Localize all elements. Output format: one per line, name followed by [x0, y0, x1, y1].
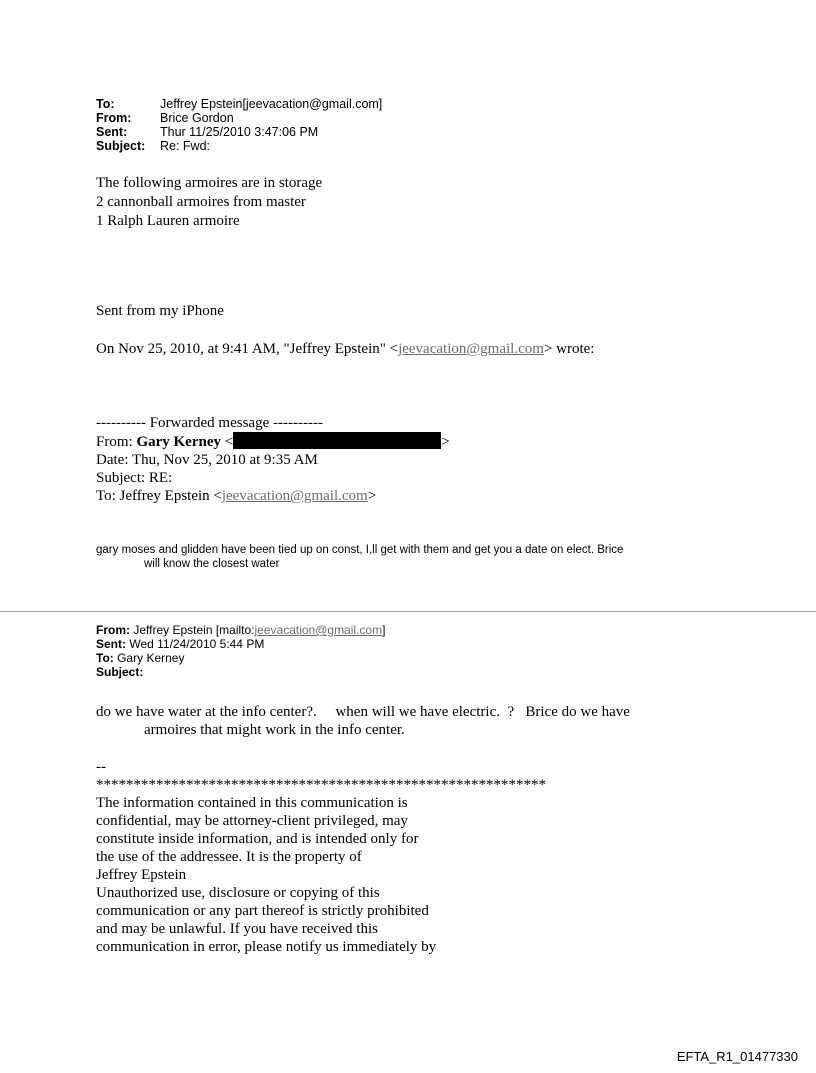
forwarded-from-name: Gary Kerney — [136, 434, 221, 450]
redaction-bar — [233, 432, 441, 449]
forwarded-from-prefix: From: — [96, 434, 137, 450]
from-label: From: — [96, 111, 132, 125]
header-from-row — [96, 111, 382, 125]
forwarded-to-suffix: > — [367, 488, 377, 504]
sent-value: Thur 11/25/2010 3:47:06 PM — [160, 125, 319, 139]
original-from-prefix: Jeffrey Epstein [mailto: — [130, 623, 255, 637]
original-from — [96, 623, 385, 637]
header-to-row — [96, 97, 382, 111]
on-wrote-line — [96, 341, 594, 358]
original-to-value: Gary Kerney — [113, 651, 185, 665]
body-line: 2 cannonball armoires from master — [96, 194, 306, 210]
signature-block — [96, 758, 546, 956]
disclaimer-line: The information contained in this communication is — [96, 795, 408, 811]
original-body-line: armoires that might work in the info center. — [144, 722, 405, 738]
body-line: 1 Ralph Lauren armoire — [96, 213, 240, 229]
gary-message-line: gary moses and glidden have been tied up on const, I,ll get with them and get you a date on elect. Brice — [96, 544, 624, 556]
reply-body — [96, 174, 322, 231]
email-header — [96, 97, 382, 153]
header-sent-row — [96, 125, 382, 139]
forwarded-date: Date: Thu, Nov 25, 2010 at 9:35 AM — [96, 452, 318, 468]
original-from-email-link[interactable]: jeevacation@gmail.com — [254, 623, 383, 637]
original-header — [96, 623, 385, 679]
original-body — [96, 703, 630, 739]
forwarded-to — [96, 487, 450, 505]
on-wrote-email-link[interactable]: jeevacation@gmail.com — [398, 341, 544, 357]
sent-from-iphone: Sent from my iPhone — [96, 303, 224, 319]
gary-message — [96, 543, 623, 571]
forwarded-separator: ---------- Forwarded message ---------- — [96, 415, 323, 431]
original-from-suffix: ] — [382, 623, 386, 637]
disclaimer-line: communication or any part thereof is strictly prohibited — [96, 903, 429, 919]
disclaimer-line: Unauthorized use, disclosure or copying of this — [96, 885, 380, 901]
forwarded-to-prefix: To: Jeffrey Epstein < — [96, 488, 222, 504]
disclaimer-line: confidential, may be attorney-client privileged, may — [96, 813, 408, 829]
subject-value: Re: Fwd: — [160, 139, 211, 153]
document-id: EFTA_R1_01477330 — [676, 1049, 798, 1064]
disclaimer-line: and may be unlawful. If you have received this — [96, 921, 378, 937]
divider — [0, 611, 816, 612]
gary-message-line: will know the closest water — [144, 558, 280, 570]
original-subject — [96, 665, 385, 679]
original-from-label: From: — [96, 623, 130, 637]
forwarded-message — [96, 414, 450, 505]
forwarded-from-close: > — [441, 434, 450, 450]
original-to-label: To: — [96, 651, 114, 665]
original-sent-value: Wed 11/24/2010 5:44 PM — [126, 637, 265, 651]
original-sent — [96, 637, 385, 651]
on-wrote-suffix: > wrote: — [543, 341, 595, 357]
sent-label: Sent: — [96, 125, 128, 139]
forwarded-from-open: < — [221, 434, 234, 450]
header-subject-row — [96, 139, 382, 153]
forwarded-to-email-link[interactable]: jeevacation@gmail.com — [221, 488, 368, 504]
original-subject-label: Subject: — [96, 665, 144, 679]
original-body-line: do we have water at the info center?. when will we have electric. ? Brice do we have — [96, 704, 630, 720]
signature-stars: ************************************************************ — [96, 777, 546, 793]
signature-dashes: -- — [96, 759, 106, 775]
disclaimer-line: communication in error, please notify us immediately by — [96, 939, 437, 955]
subject-label: Subject: — [96, 139, 146, 153]
on-wrote-prefix: On Nov 25, 2010, at 9:41 AM, "Jeffrey Epstein" < — [96, 341, 399, 357]
from-value: Brice Gordon — [160, 111, 234, 125]
forwarded-from — [96, 432, 450, 451]
to-value: Jeffrey Epstein[jeevacation@gmail.com] — [160, 97, 383, 111]
to-label: To: — [96, 97, 115, 111]
forwarded-subject: Subject: RE: — [96, 470, 173, 486]
original-sent-label: Sent: — [96, 637, 126, 651]
body-line: The following armoires are in storage — [96, 175, 323, 191]
disclaimer-line: the use of the addressee. It is the property of — [96, 849, 362, 865]
disclaimer-line: constitute inside information, and is intended only for — [96, 831, 419, 847]
disclaimer-line: Jeffrey Epstein — [96, 867, 187, 883]
original-to — [96, 651, 385, 665]
